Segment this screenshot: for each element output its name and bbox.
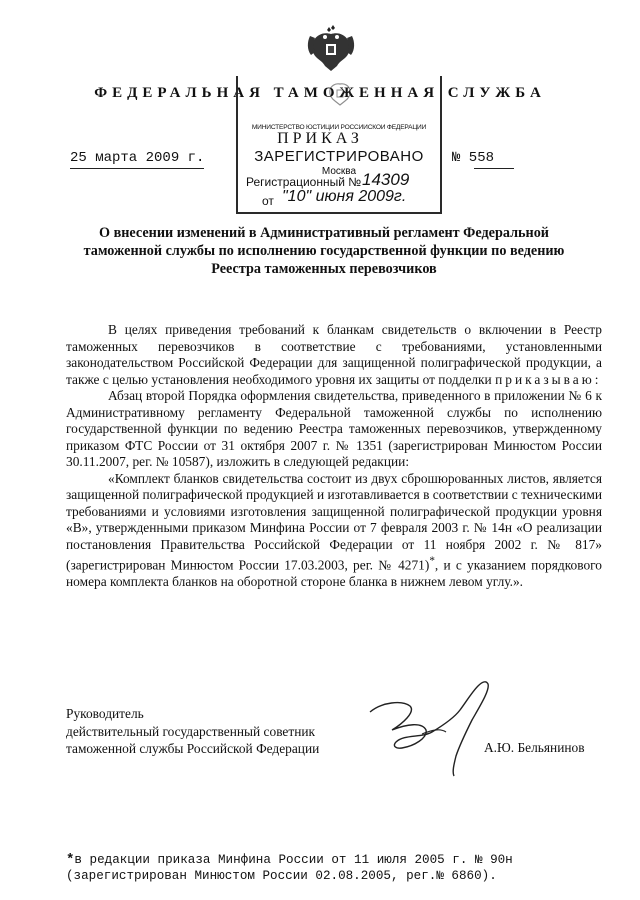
new-wording-ending: , и с указанием порядкового номера комплекта бланков на оборотной стороне бланка в нижнем левом углу.». (66, 557, 602, 589)
stamp-from-label: от (262, 194, 274, 208)
footnote-line2: (зарегистрирован Минюстом России 02.08.2005, рег.№ 6860). (66, 869, 497, 883)
paragraph-amendment: Абзац второй Порядка оформления свидетельства, приведенного в приложении № 6 к Административному регламенту Федеральной таможенной службы по исполнению государственной функции по ведению Реестра таможенных перевозчиков, утвержденному приказом ФТС России от 31 октября 2007 г. № 1351 (зарегистрирован Минюстом России 30.11.2007, рег. № 10587), изложить в следующей редакции: (66, 388, 602, 469)
stamp-emblem-icon (326, 80, 354, 108)
stamp-city: Москва (321, 166, 357, 177)
stamp-registration-date: "10" июня 2009г. (282, 188, 407, 205)
footnote-star: * (66, 852, 75, 868)
order-heading: ПРИКАЗ (277, 130, 363, 147)
coat-of-arms-emblem (306, 22, 356, 74)
paragraph-preamble (66, 322, 602, 388)
agency-name: ФЕДЕРАЛЬНАЯ ТАМОЖЕННАЯ СЛУЖБА (94, 85, 546, 101)
footnote-line1: в редакции приказа Минфина России от 11 июля 2005 г. № 90н (74, 853, 513, 867)
signer-position-line2: действительный государственный советник (66, 723, 316, 739)
stamp-registration-label: Регистрационный № (246, 175, 362, 189)
new-wording-text: «Комплект бланков свидетельства состоит из двух сброшюрованных листов, является защищенной полиграфической продукцией и изготавливается в соответствии с техническими требованиями и условиями изготовления защищенной полиграфической продукции уровня «В», утвержденными приказом Минфина России от 7 февраля 2003 г. № 14н «О реализации постановления Правительства Российской Федерации от 11 ноября 2002 г. № 817» (зарегистрирован Минюстом России 17.03.2003, рег. № 4271) (66, 470, 602, 573)
order-number (452, 150, 494, 166)
document-title: О внесении изменений в Административный регламент Федеральной таможенной службы по исполнению государственной функции по ведению Реестра таможенных перевозчиков (83, 225, 565, 277)
paragraph-new-wording (66, 471, 602, 591)
order-number-text: № 558 (452, 150, 495, 166)
footnote-marker: * (429, 555, 435, 567)
order-number-underline (474, 168, 514, 169)
order-verb: приказываю: (495, 371, 602, 387)
handwritten-signature (362, 672, 512, 782)
signer-block (66, 705, 319, 758)
document-body (66, 322, 602, 590)
order-date-underline (70, 168, 204, 169)
order-date-text: 25 марта 2009 г. (70, 150, 205, 166)
stamp-ministry-name: МИНИСТЕРСТВО ЮСТИЦИИ РОССИЙСКОЙ ФЕДЕРАЦИИ (251, 124, 427, 131)
stamp-registration-number: 14309 (362, 170, 410, 189)
signer-position-line1: Руководитель (66, 706, 144, 721)
order-date (70, 150, 204, 166)
preamble-text: В целях приведения требований к бланкам свидетельств о включении в Реестр таможенных перевозчиков в соответствие с требованиями, установленными законодательством Российской Федерации для защищенной полиграфической продукции, а также с целью установления необходимого уровня их защиты от подделки (66, 322, 602, 387)
stamp-registered-label: ЗАРЕГИСТРИРОВАНО (254, 148, 424, 165)
footnote (66, 852, 513, 884)
signer-position-line3: таможенной службы Российской Федерации (66, 741, 320, 756)
signer-name: А.Ю. Бельянинов (484, 740, 585, 755)
